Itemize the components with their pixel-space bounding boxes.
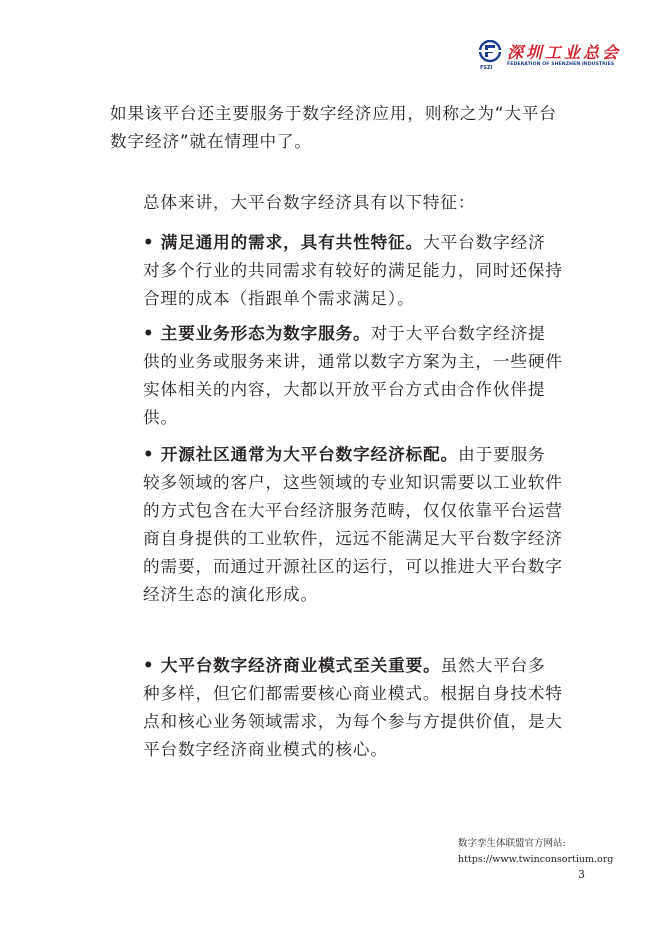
- logo-chinese-name: 深圳工业总会: [507, 43, 622, 62]
- fszi-emblem-icon: [477, 40, 505, 66]
- feature-title: 大平台数字经济商业模式至关重要。: [160, 656, 441, 675]
- footer-site-url[interactable]: https://www.twinconsortium.org: [458, 854, 614, 865]
- intro-paragraph: 如果该平台还主要服务于数字经济应用，则称之为“大平台数字经济”就在情理中了。: [110, 104, 557, 151]
- bullet-icon: •: [143, 656, 155, 675]
- feature-item: [143, 652, 563, 764]
- feature-text: 由于要服务较多领域的客户，这些领域的专业知识需要以工业软件的方式包含在大平台经济服务范畴，仅仅依靠平台运营商自身提供的工业软件，远远不能满足大平台数字经济的需要，而通过开源社区的运行，可以推进大平台数字经济生态的演化形成。: [143, 445, 563, 604]
- header-logo: [477, 40, 622, 76]
- footer-site-label: 数字孪生体联盟官方网站:: [458, 838, 566, 849]
- summary-paragraph: 总体来讲，大平台数字经济具有以下特征：: [143, 193, 476, 212]
- feature-title: 满足通用的需求，具有共性特征。: [160, 233, 424, 252]
- bullet-icon: •: [143, 445, 155, 464]
- feature-title: 开源社区通常为大平台数字经济标配。: [160, 445, 459, 464]
- logo-abbreviation: FSZI: [480, 65, 493, 71]
- feature-item: [143, 441, 563, 609]
- bullet-icon: •: [143, 233, 155, 252]
- page-number: 3: [578, 868, 585, 881]
- feature-item: [143, 229, 563, 313]
- feature-text: 虽然大平台多种多样，但它们都需要核心商业模式。根据自身技术特点和核心业务领域需求，为每个参与方提供价值，是大平台数字经济商业模式的核心。: [143, 656, 563, 759]
- footer-website: [458, 836, 613, 868]
- logo-english-name: FEDERATION OF SHENZHEN INDUSTRIES: [507, 62, 615, 67]
- feature-title: 主要业务形态为数字服务。: [160, 324, 371, 343]
- feature-text: 大平台数字经济对多个行业的共同需求有较好的满足能力，同时还保持合理的成本（指跟单个需求满足）。: [143, 233, 563, 308]
- bullet-icon: •: [143, 324, 155, 343]
- feature-text: 对于大平台数字经济提供的业务或服务来讲，通常以数字方案为主，一些硬件实体相关的内容，大都以开放平台方式由合作伙伴提供。: [143, 324, 563, 427]
- feature-item: [143, 320, 563, 432]
